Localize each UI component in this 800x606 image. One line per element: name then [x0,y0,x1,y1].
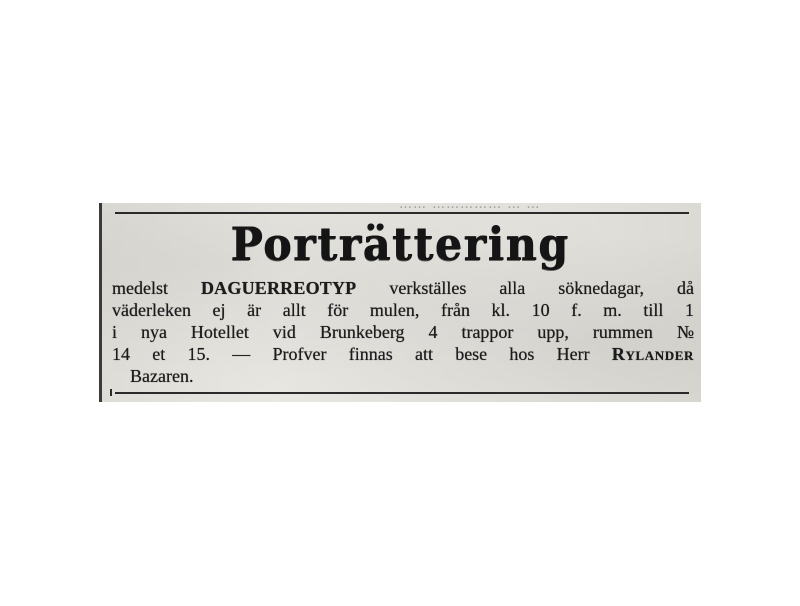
bottom-rule [115,392,689,394]
newspaper-clipping [99,203,701,402]
body-line-4-part-1: 14 et 15. — Profver finnas att bese hos Herr [112,344,612,364]
body-line-1-part-1: medelst [112,278,201,298]
bottom-rule-tick [110,389,112,396]
advertisement-headline: Porträttering [230,217,570,271]
rylander-name: Rylander [611,344,694,364]
body-line-5: Bazaren. [130,366,194,386]
column-border [99,203,102,402]
body-line-1-part-3: verkställes alla söknedagar, då [356,278,694,298]
body-line-1 [112,277,694,299]
daguerreotyp-word: DAGUERREOTYP [200,278,357,298]
body-line-2: väderleken ej är allt för mulen, från kl. 10 f. m. till 1 [112,300,694,320]
body-line-4 [112,343,694,365]
body-line-3: i nya Hotellet vid Brunkeberg 4 trappor upp, rummen № [112,322,694,342]
top-rule [115,212,689,214]
advertisement-body [112,277,694,387]
bleed-through-text: …… …………… … … [399,203,541,212]
